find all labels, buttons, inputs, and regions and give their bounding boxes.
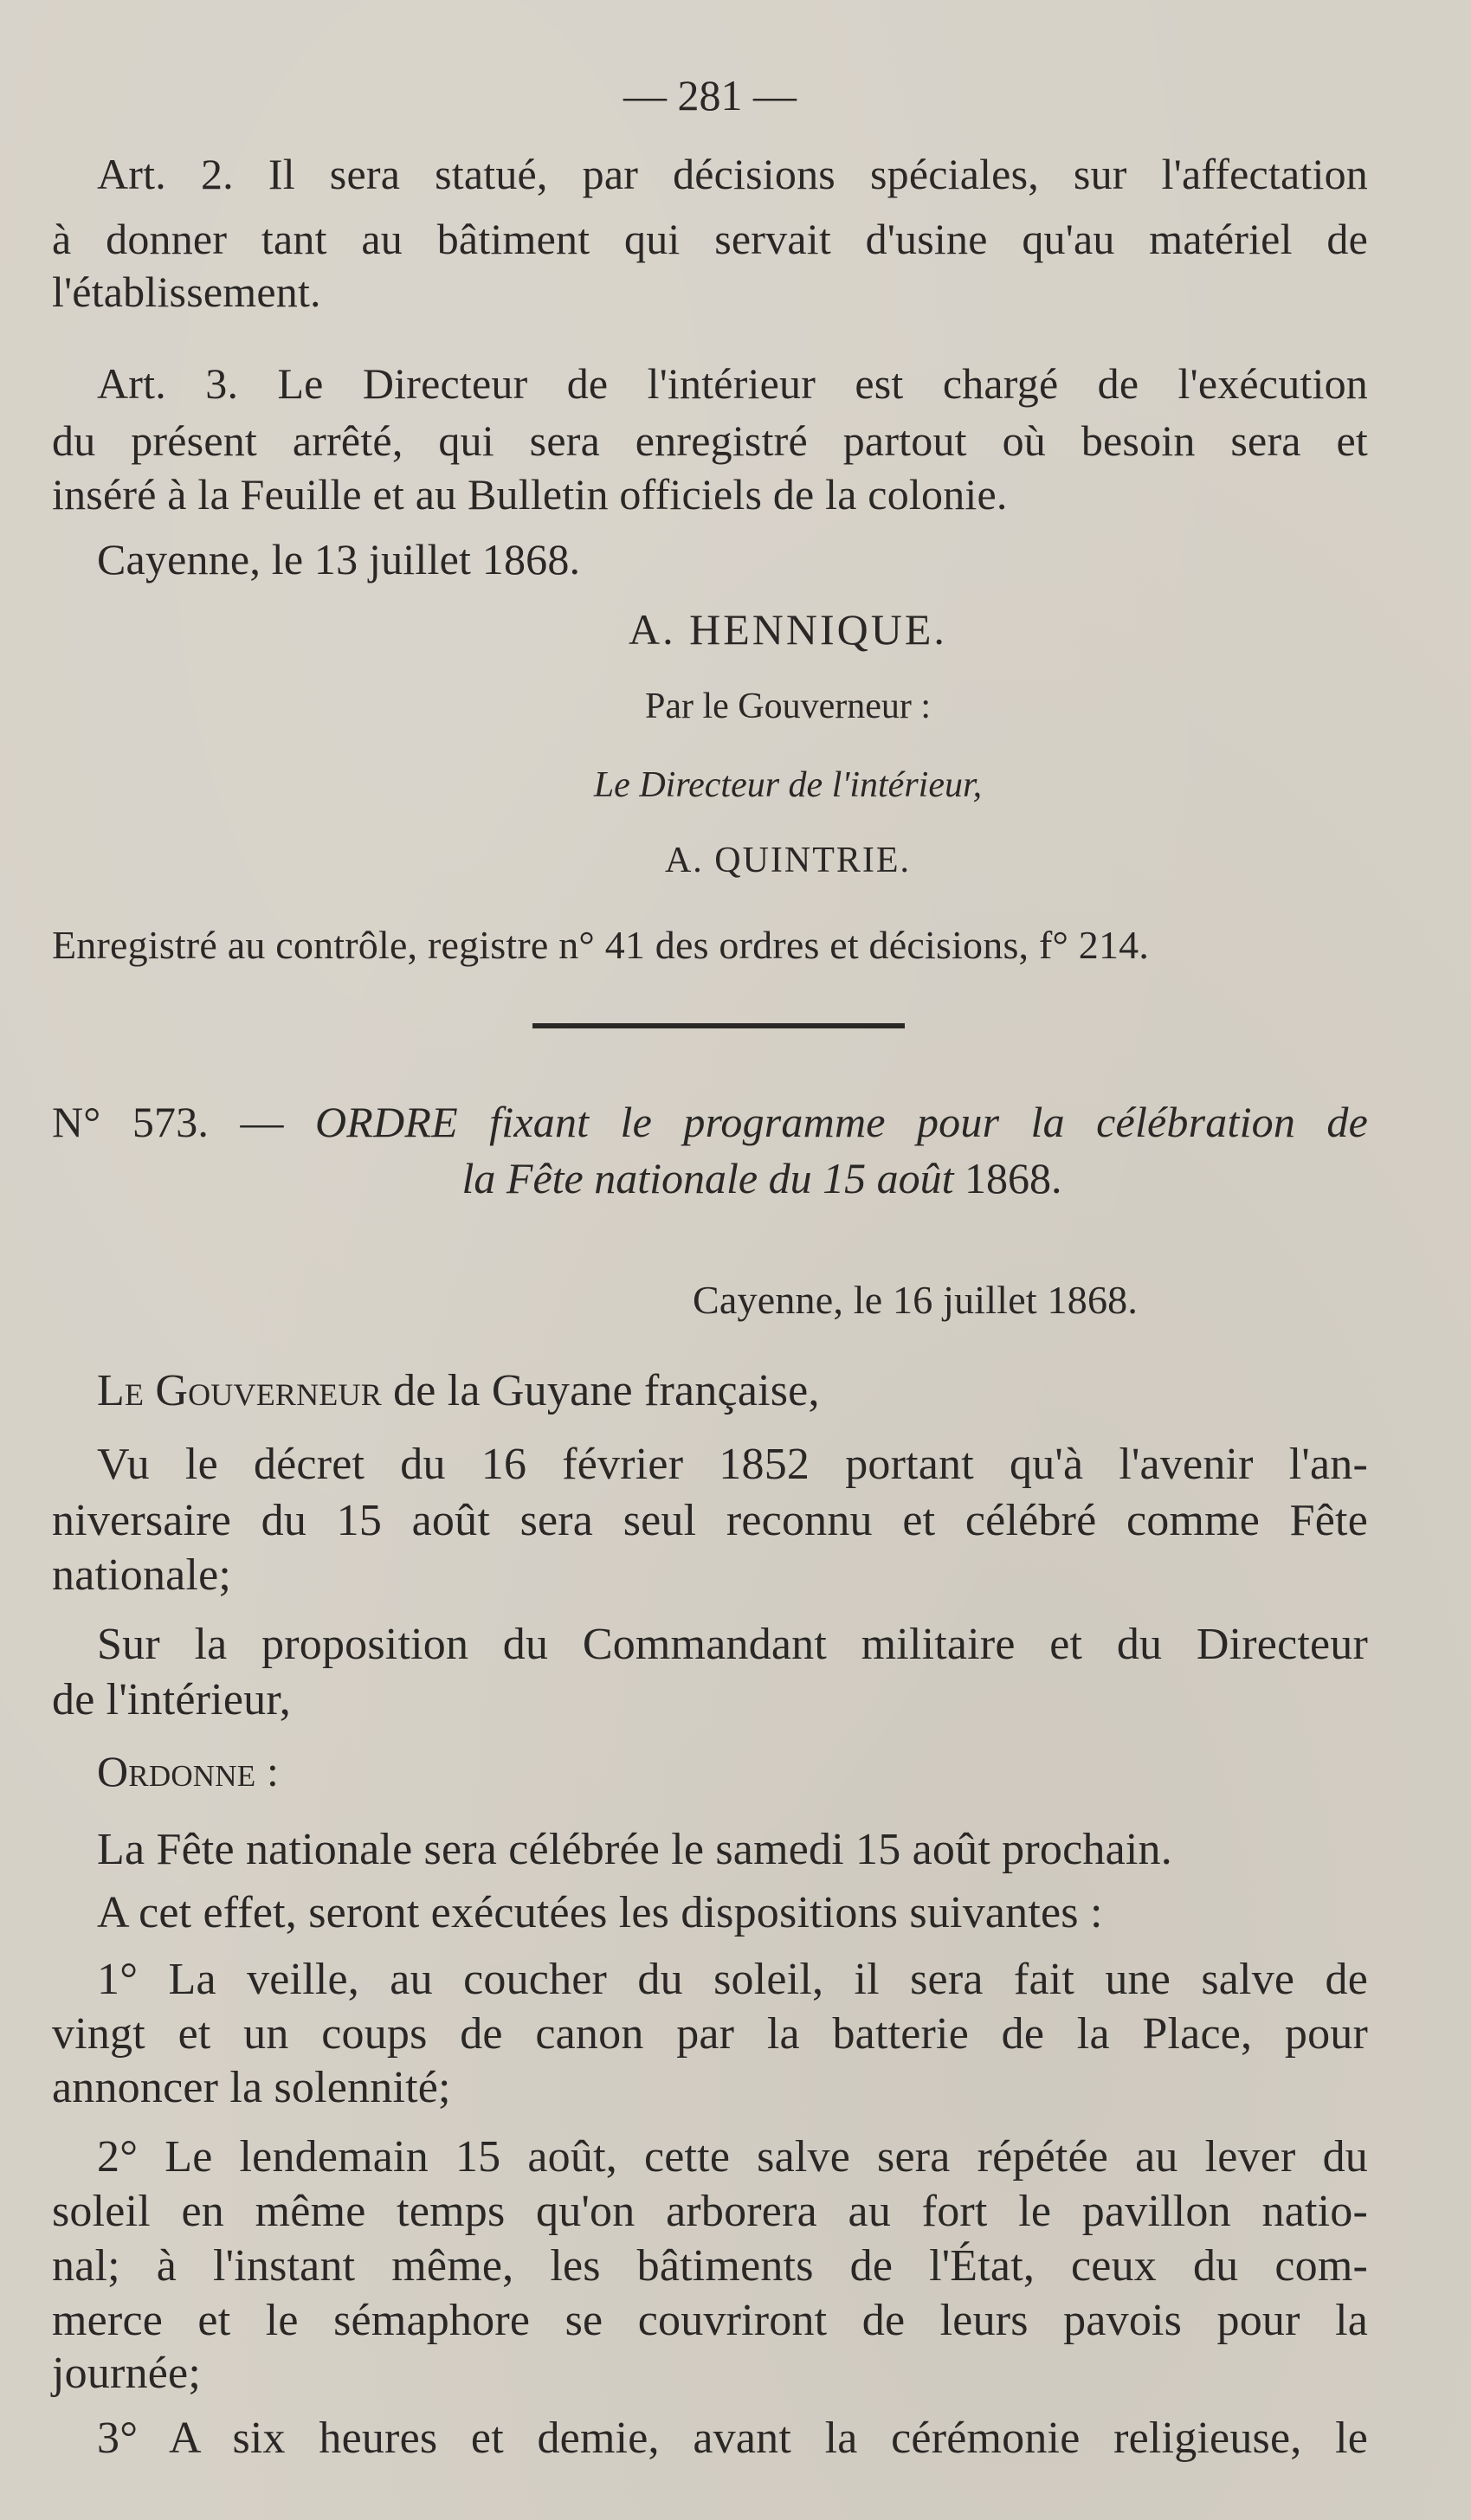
by-governor: Par le Gouverneur : (644, 686, 932, 726)
item3-line-1: 3° A six heures et demie, avant la cérémonie religieuse, le (97, 2414, 1368, 2463)
ordonne-line: Ordonne : (97, 1747, 280, 1795)
order-year: 1868. (964, 1154, 1062, 1202)
fete-line: La Fête nationale sera célébrée le samedi 15 août prochain. (97, 1825, 1172, 1874)
sur-line-2: de l'intérieur, (52, 1675, 291, 1724)
item2-line-3: nal; à l'instant même, les bâtiments de l'État, ceux du com- (52, 2241, 1368, 2291)
order-title-line-2: la Fête nationale du 15 août (461, 1154, 954, 1202)
governor-rest: de la Guyane française, (393, 1366, 820, 1415)
governor-line (52, 1363, 1368, 1418)
item2-line-4: merce et le sémaphore se couvriront de leurs pavois pour la (52, 2296, 1368, 2345)
order-heading-line-1 (52, 1095, 1368, 1150)
sur-line-1: Sur la proposition du Commandant militaire et du Directeur (97, 1620, 1368, 1669)
separator-rule (532, 1023, 905, 1028)
art2-line-3: l'établissement. (52, 267, 321, 316)
order-number: N° 573. (52, 1098, 210, 1146)
item2-line-5: journée; (52, 2349, 201, 2398)
item2-line-2: soleil en même temps qu'on arborera au fort le pavillon natio- (52, 2187, 1368, 2236)
order-dash: — (240, 1098, 284, 1146)
art2-line-2: à donner tant au bâtiment qui servait d'usine qu'au matériel de (52, 215, 1368, 263)
item2-line-1: 2° Le lendemain 15 août, cette salve sera répétée au lever du (97, 2132, 1368, 2182)
item1-line-1: 1° La veille, au coucher du soleil, il sera fait une salve de (97, 1955, 1368, 2004)
effet-line: A cet effet, seront exécutées les dispositions suivantes : (97, 1888, 1103, 1937)
art3-line-1: Art. 3. Le Directeur de l'intérieur est chargé de l'exécution (97, 359, 1368, 408)
signature-quintrie: A. QUINTRIE. (664, 841, 912, 880)
director-title: Le Directeur de l'intérieur, (593, 765, 983, 805)
signature-hennique: A. HENNIQUE. (629, 605, 947, 654)
art2-line-1: Art. 2. Il sera statué, par décisions spéciales, sur l'affectation (97, 150, 1368, 198)
art3-line-2: du présent arrêté, qui sera enregistré partout où besoin sera et (52, 416, 1368, 465)
page-number: — 281 — (623, 71, 797, 119)
place-date-2: Cayenne, le 16 juillet 1868. (693, 1278, 1139, 1322)
governor-title: Le Gouverneur (97, 1366, 382, 1415)
vu-line-2: niversaire du 15 août sera seul reconnu et célébré comme Fête (52, 1496, 1368, 1545)
order-title-line-1: ORDRE fixant le programme pour la célébration de (315, 1098, 1368, 1146)
vu-line-3: nationale; (52, 1550, 232, 1600)
art3-line-3: inséré à la Feuille et au Bulletin officiels de la colonie. (52, 470, 1008, 519)
vu-line-1: Vu le décret du 16 février 1852 portant qu'à l'avenir l'an- (97, 1440, 1368, 1489)
registration-line: Enregistré au contrôle, registre n° 41 des ordres et décisions, f° 214. (52, 923, 1150, 967)
item1-line-2: vingt et un coups de canon par la batterie de la Place, pour (52, 2009, 1368, 2059)
order-heading-line-2 (104, 1151, 1420, 1206)
item1-line-3: annoncer la solennité; (52, 2063, 451, 2112)
place-date-1: Cayenne, le 13 juillet 1868. (97, 535, 581, 583)
document-page (52, 35, 1368, 2485)
